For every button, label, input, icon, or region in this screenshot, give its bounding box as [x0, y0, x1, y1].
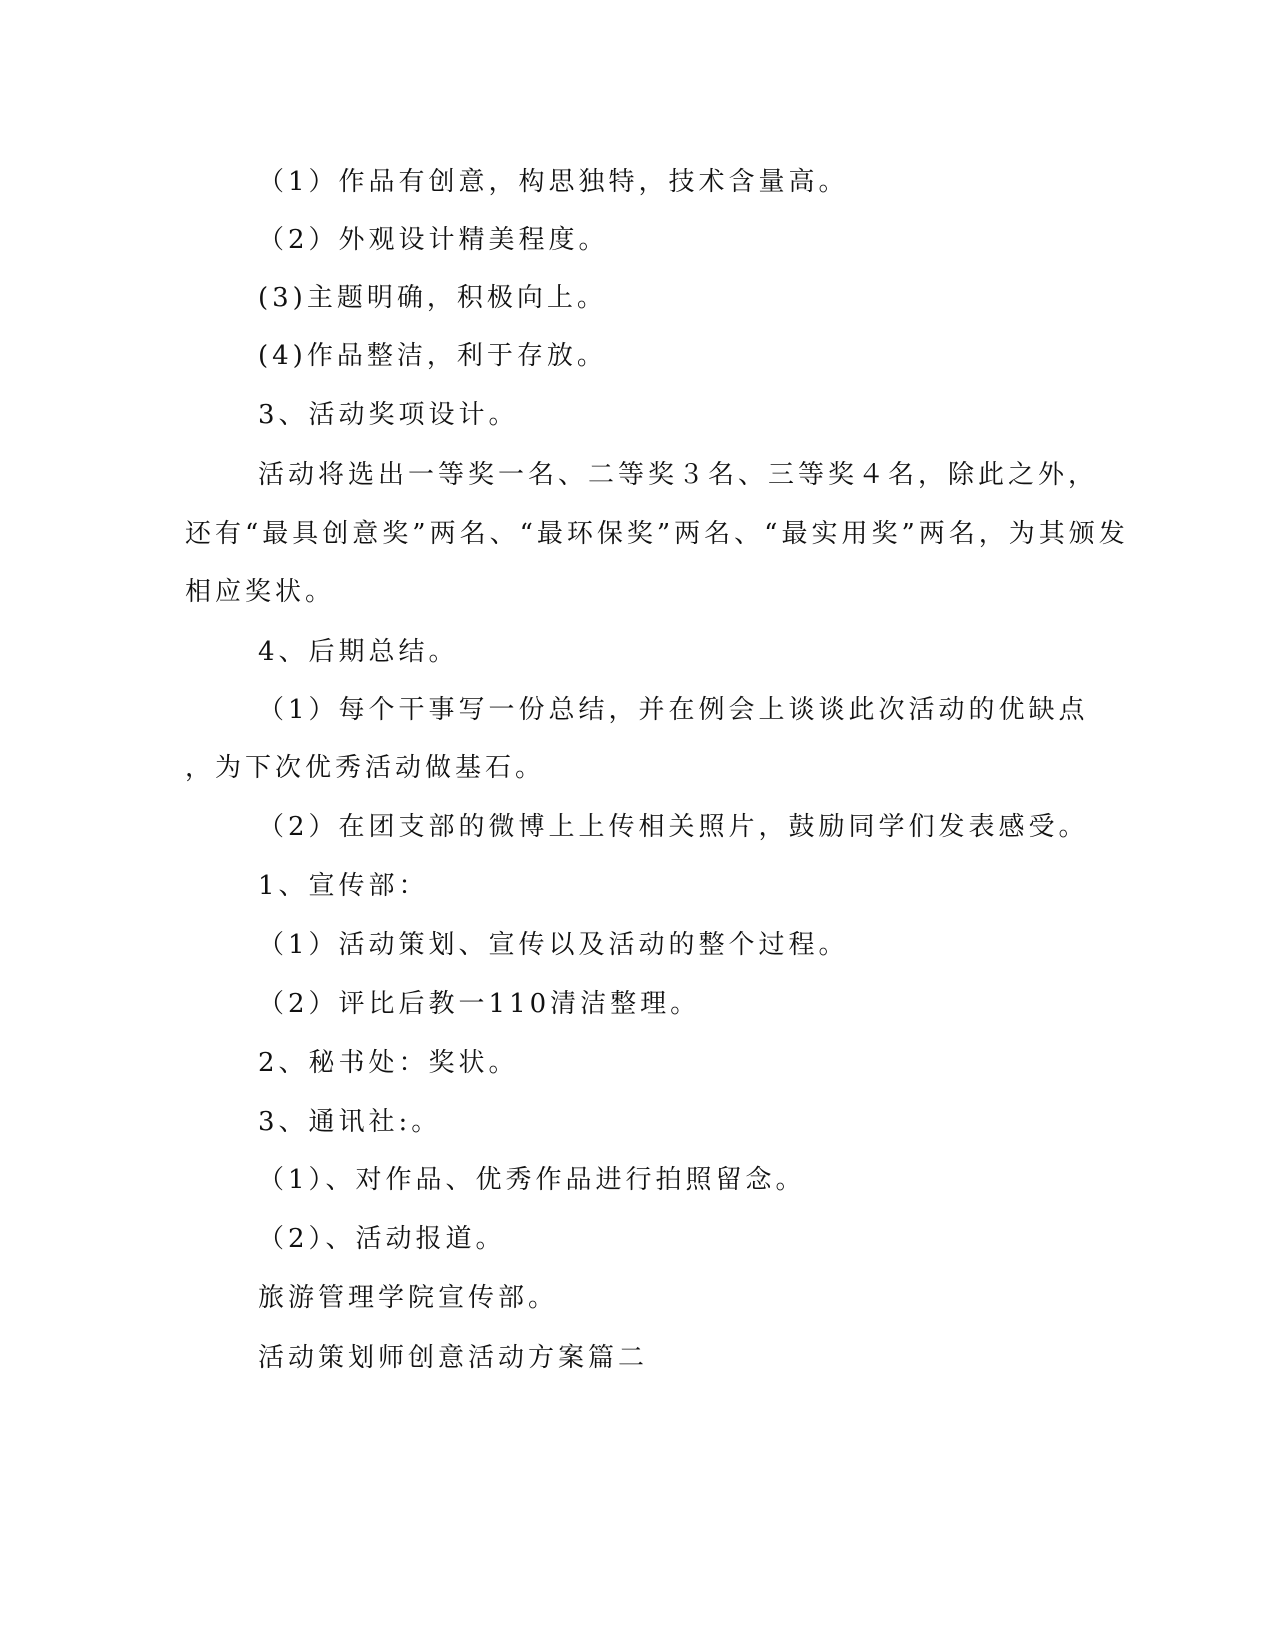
awards-paragraph-line-2: 还有“最具创意奖”两名、“最环保奖”两名、“最实用奖”两名，为其颁发	[185, 519, 1129, 549]
next-section-title: 活动策划师创意活动方案篇二	[258, 1343, 649, 1373]
criteria-item-2: （2）外观设计精美程度。	[258, 225, 609, 255]
dept-news-agency-item-2: （2）、活动报道。	[258, 1224, 506, 1254]
dept-news-agency-item-1: （1）、对作品、优秀作品进行拍照留念。	[258, 1165, 806, 1195]
dept-publicity-heading: 1、宣传部：	[258, 871, 429, 901]
section-heading-summary: 4、后期总结。	[258, 637, 459, 667]
section-heading-awards: 3、活动奖项设计。	[258, 400, 519, 430]
criteria-item-1: （1）作品有创意，构思独特，技术含量高。	[258, 167, 849, 197]
summary-item-1-line-1: （1）每个干事写一份总结，并在例会上谈谈此次活动的优缺点	[258, 695, 1089, 725]
dept-news-agency-heading: 3、通讯社:。	[258, 1107, 442, 1137]
dept-publicity-item-2: （2）评比后教一110清洁整理。	[258, 989, 701, 1019]
criteria-item-4: (4)作品整洁，利于存放。	[258, 341, 607, 371]
dept-publicity-item-1: （1）活动策划、宣传以及活动的整个过程。	[258, 930, 849, 960]
dept-secretariat: 2、秘书处：奖状。	[258, 1048, 519, 1078]
awards-paragraph-line-1: 活动将选出一等奖一名、二等奖３名、三等奖４名，除此之外，	[258, 460, 1099, 490]
signature-department: 旅游管理学院宣传部。	[258, 1283, 559, 1313]
summary-item-2: （2）在团支部的微博上上传相关照片，鼓励同学们发表感受。	[258, 812, 1089, 842]
criteria-item-3: (3)主题明确，积极向上。	[258, 283, 607, 313]
summary-item-1-line-2: ，为下次优秀活动做基石。	[185, 753, 546, 783]
awards-paragraph-line-3: 相应奖状。	[185, 577, 336, 607]
